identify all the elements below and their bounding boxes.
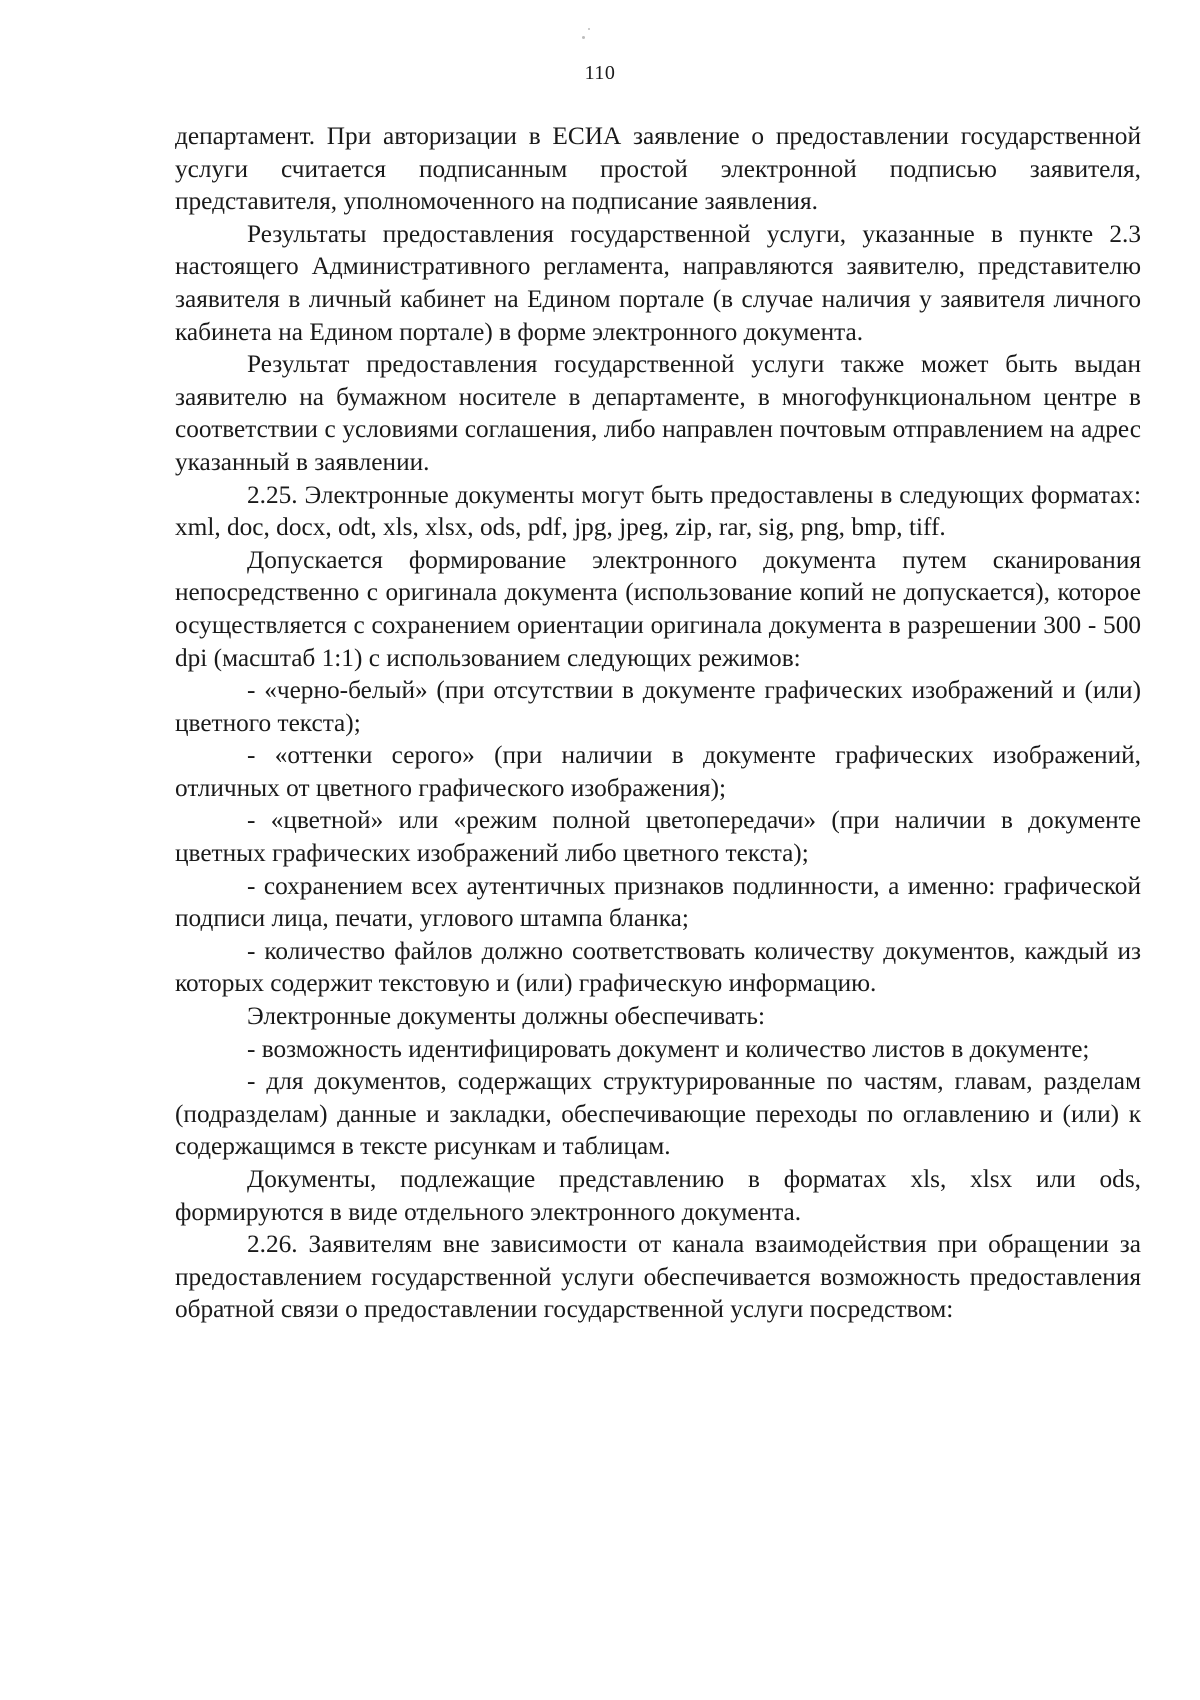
list-item-grayscale: - «оттенки серого» (при наличии в документе графических изображений, отличных от цветного графического изображения); bbox=[175, 741, 1141, 802]
scan-speck bbox=[582, 36, 585, 39]
list-item-file-count: - количество файлов должно соответствовать количеству документов, каждый из которых содержит текстовую и (или) графическую информацию. bbox=[175, 936, 1141, 998]
page-number: 110 bbox=[584, 62, 616, 84]
paragraph-results-delivery: Результаты предоставления государственной услуги, указанные в пункте 2.3 настоящего Административного регламента, направляются заявителю, представителю заявителя в личный кабинет на Едином портале (в случае наличия у заявителя личного кабинета на Едином портале) в форме электронного документа. bbox=[175, 219, 1141, 346]
list-item-color: - «цветной» или «режим полной цветопередачи» (при наличии в документе цветных графических изображений либо цветного текста); bbox=[175, 806, 1141, 868]
paragraph-spreadsheets: Документы, подлежащие представлению в форматах xls, xlsx или ods, формируются в виде отдельного электронного документа. bbox=[175, 1165, 1141, 1226]
paragraph-requirements-intro: Электронные документы должны обеспечивать: bbox=[247, 1002, 765, 1031]
paragraph-2-26-feedback: 2.26. Заявителям вне зависимости от канала взаимодействия при обращении за предоставлением государственной услуги обеспечивается возможность предоставления обратной связи о предоставлении государственной услуги посредством: bbox=[175, 1230, 1141, 1324]
paragraph-scanning: Допускается формирование электронного документа путем сканирования непосредственно с оригинала документа (использование копий не допускается), которое осуществляется с сохранением ориентации оригинала документа в разрешении 300 - 500 dpi (масштаб 1:1) с использованием следующих режимов: bbox=[175, 545, 1141, 672]
list-item-structured: - для документов, содержащих структурированные по частям, главам, разделам (подразделам) данные и закладки, обеспечивающие переходы по оглавлению и (или) к содержащимся в тексте рисункам и таблицам. bbox=[175, 1067, 1141, 1161]
list-item-authenticity: - сохранением всех аутентичных признаков подлинности, а именно: графической подписи лица, печати, углового штампа бланка; bbox=[175, 871, 1141, 933]
document-body bbox=[175, 120, 1141, 1326]
paragraph-2-25-formats: 2.25. Электронные документы могут быть предоставлены в следующих форматах: xml, doc, docx, odt, xls, xlsx, ods, pdf, jpg, jpeg, zip, rar, sig, png, bmp, tiff. bbox=[175, 480, 1141, 542]
paragraph-esia-signature: департамент. При авторизации в ЕСИА заявление о предоставлении государственной услуги считается подписанным простой электронной подписью заявителя, представителя, уполномоченного на подписание заявления. bbox=[175, 122, 1141, 216]
paragraph-paper-result: Результат предоставления государственной услуги также может быть выдан заявителю на бумажном носителе в департаменте, в многофункциональном центре в соответствии с условиями соглашения, либо направлен почтовым отправлением на адрес указанный в заявлении. bbox=[175, 350, 1141, 476]
scan-speck bbox=[588, 28, 590, 30]
list-item-black-white: - «черно-белый» (при отсутствии в документе графических изображений и (или) цветного текста); bbox=[175, 676, 1141, 737]
list-item-identify: - возможность идентифицировать документ и количество листов в документе; bbox=[247, 1034, 1090, 1063]
